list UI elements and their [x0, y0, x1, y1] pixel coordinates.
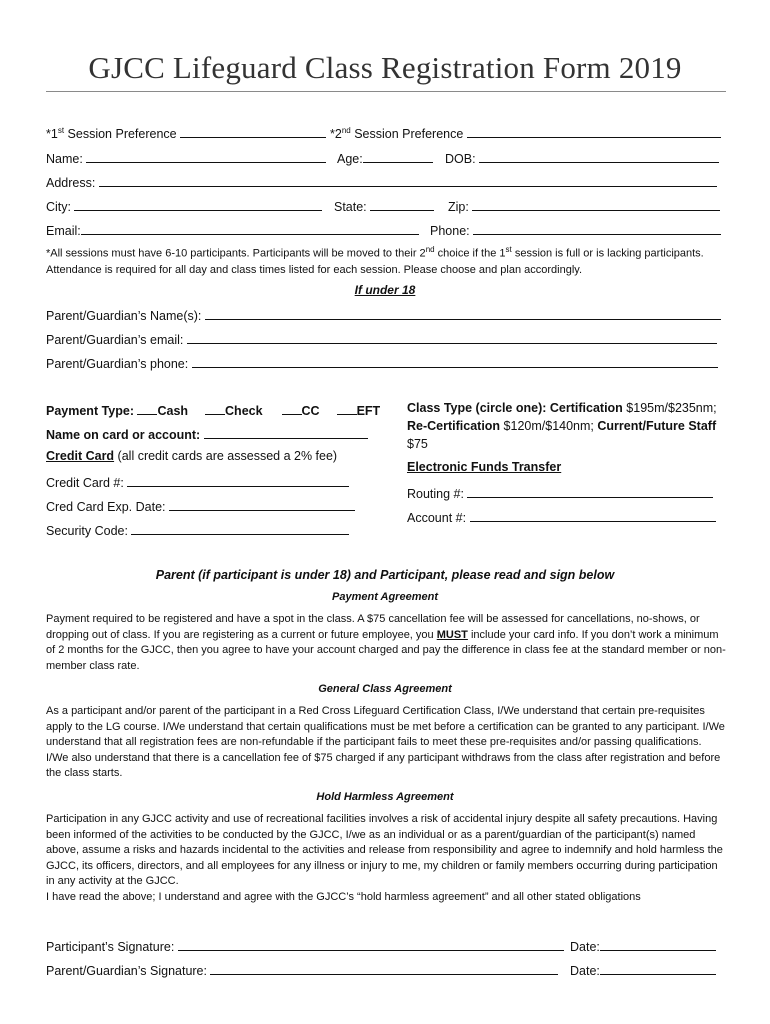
sessions-note: *All sessions must have 6-10 participants. Participants will be moved to their 2nd choice if the 1st session is full or is lacking participants. Attendance is required for all day and class times listed for each session. Please choose and plan accordingly. [46, 245, 704, 276]
dob-field[interactable] [479, 149, 719, 163]
participant-signature-label: Participant’s Signature: [46, 940, 175, 954]
guardian-email-row [46, 330, 717, 347]
participant-date-field[interactable] [600, 937, 716, 951]
payment-eft-option: EFT [356, 404, 381, 418]
class-type-certification[interactable]: Certification [549, 401, 623, 415]
dob-label: DOB: [445, 152, 476, 166]
payment-cc-blank[interactable] [282, 401, 302, 415]
payment-type-label: Payment Type: [46, 404, 134, 418]
guardian-date-row [570, 961, 716, 978]
guardian-names-row [46, 306, 721, 323]
zip-row [448, 197, 720, 214]
dob-row [445, 149, 719, 166]
account-field[interactable] [470, 508, 716, 522]
email-label: Email: [46, 224, 81, 238]
card-exp-field[interactable] [169, 497, 355, 511]
age-field[interactable] [363, 149, 433, 163]
session-preference-2-field[interactable] [467, 124, 721, 138]
session-preference-1: *1st Session Preference [46, 124, 326, 141]
guardian-names-field[interactable] [205, 306, 721, 320]
email-row [46, 221, 419, 238]
city-field[interactable] [74, 197, 322, 211]
email-field[interactable] [81, 221, 419, 235]
name-on-card-label: Name on card or account: [46, 428, 201, 442]
routing-label: Routing #: [407, 487, 464, 501]
payment-check-blank[interactable] [205, 401, 225, 415]
city-row [46, 197, 322, 214]
guardian-signature-row [46, 961, 558, 978]
guardian-signature-label: Parent/Guardian’s Signature: [46, 964, 207, 978]
payment-agreement-title: Payment Agreement [332, 591, 438, 603]
guardian-heading: If under 18 [354, 283, 416, 297]
address-label: Address: [46, 176, 96, 190]
participant-date-row [570, 937, 716, 954]
state-row [334, 197, 434, 214]
state-field[interactable] [370, 197, 434, 211]
age-label: Age: [337, 152, 363, 166]
age-row [337, 149, 433, 166]
payment-eft-blank[interactable] [337, 401, 357, 415]
general-agreement-text: As a participant and/or parent of the participant in a Red Cross Lifeguard Certification Class, I/We understand that certain pre-requisites apply to the LG course. I/We understand that certain qualifications must be met before a certification can be granted to any participant. I/We understand that all registration fees are non-refundable if the participant fails to meet these pre-requisites and/or passing qualifications. I/We also understand that there is a cancellation fee of $75 charged if any participant withdraws from the class after registration and before the class starts. [46, 705, 725, 780]
participant-date-label: Date: [570, 940, 600, 954]
card-number-label: Credit Card #: [46, 476, 124, 490]
name-row [46, 149, 326, 166]
credit-card-heading: Credit Card [46, 449, 115, 463]
guardian-names-label: Parent/Guardian’s Name(s): [46, 309, 202, 323]
class-type-label: Class Type (circle one): [407, 401, 547, 415]
security-code-row [46, 521, 349, 538]
class-type-recertification[interactable]: Re-Certification [407, 419, 501, 433]
guardian-date-label: Date: [570, 964, 600, 978]
card-number-field[interactable] [127, 473, 349, 487]
title-divider [46, 91, 726, 92]
phone-field[interactable] [473, 221, 721, 235]
payment-check-option: Check [225, 404, 263, 418]
security-code-field[interactable] [131, 521, 349, 535]
state-label: State: [334, 200, 367, 214]
name-on-card-row [46, 425, 368, 442]
session-preference-2: *2nd Session Preference [330, 124, 721, 141]
agreements-heading: Parent (if participant is under 18) and Participant, please read and sign below [155, 568, 615, 582]
zip-field[interactable] [472, 197, 720, 211]
guardian-phone-label: Parent/Guardian’s phone: [46, 357, 189, 371]
address-field[interactable] [99, 173, 717, 187]
participant-signature-field[interactable] [178, 937, 564, 951]
address-row [46, 173, 717, 190]
participant-signature-row [46, 937, 564, 954]
credit-card-heading-row [46, 449, 337, 463]
name-on-card-field[interactable] [204, 425, 368, 439]
routing-field[interactable] [467, 484, 713, 498]
certification-price: $195m/$235nm; [622, 401, 717, 415]
session-preference-1-field[interactable] [180, 124, 326, 138]
name-field[interactable] [86, 149, 326, 163]
hold-harmless-text: Participation in any GJCC activity and use of recreational facilities involves a risk of accidental injury despite all safety precautions. Having been informed of the activities to be conducted by the GJCC, I/we as an individual or as a parent/guardian of the participant(s) named above, assume a risks and hazards incidental to the activities and release from responsibility and agree to indemnify and hold harmless the GJCC, its officers, directors, and all employees for any illness or injury to me, my children or family members occurring during participation in any activity at the GJCC. I have read the above; I understand and agree with the GJCC’s “hold harmless agreement” and all other stated obligations [46, 813, 723, 903]
class-type-block [407, 399, 727, 453]
guardian-email-label: Parent/Guardian’s email: [46, 333, 184, 347]
payment-cash-blank[interactable] [137, 401, 157, 415]
recertification-price: $120m/$140nm; [500, 419, 594, 433]
general-agreement-title: General Class Agreement [318, 683, 452, 695]
hold-harmless-title: Hold Harmless Agreement [316, 791, 454, 803]
guardian-phone-field[interactable] [192, 354, 718, 368]
guardian-email-field[interactable] [187, 330, 717, 344]
account-row [407, 508, 716, 525]
guardian-signature-field[interactable] [210, 961, 558, 975]
payment-cash-option: Cash [157, 404, 189, 418]
class-type-staff[interactable]: Current/Future Staff [597, 419, 717, 433]
routing-row [407, 484, 713, 501]
payment-cc-option: CC [301, 404, 320, 418]
staff-price: $75 [407, 437, 428, 451]
phone-row [430, 221, 721, 238]
guardian-phone-row [46, 354, 718, 371]
zip-label: Zip: [448, 200, 469, 214]
hold-harmless-acknowledgement: I have read the above; I understand and agree with the GJCC’s “hold harmless agreement” and all other stated obligations [46, 890, 641, 903]
card-exp-label: Cred Card Exp. Date: [46, 500, 166, 514]
card-number-row [46, 473, 349, 490]
payment-type-row [46, 401, 380, 418]
eft-heading: Electronic Funds Transfer [407, 460, 562, 474]
payment-agreement-text: Payment required to be registered and have a spot in the class. A $75 cancellation fee will be assessed for cancellations, no-shows, or dropping out of class. If you are registering as a current or future employee, you MUST include your card info. If you don’t work a minimum of 2 months for the GJCC, then you agree to have your account charged and pay the difference in class fee at the standard member or non-member class rate. [46, 613, 726, 672]
security-code-label: Security Code: [46, 524, 128, 538]
card-exp-row [46, 497, 355, 514]
name-label: Name: [46, 152, 83, 166]
form-title: GJCC Lifeguard Class Registration Form 2019 [88, 50, 682, 85]
phone-label: Phone: [430, 224, 470, 238]
city-label: City: [46, 200, 71, 214]
credit-card-fee-note: (all credit cards are assessed a 2% fee) [114, 449, 338, 463]
guardian-date-field[interactable] [600, 961, 716, 975]
account-label: Account #: [407, 511, 467, 525]
